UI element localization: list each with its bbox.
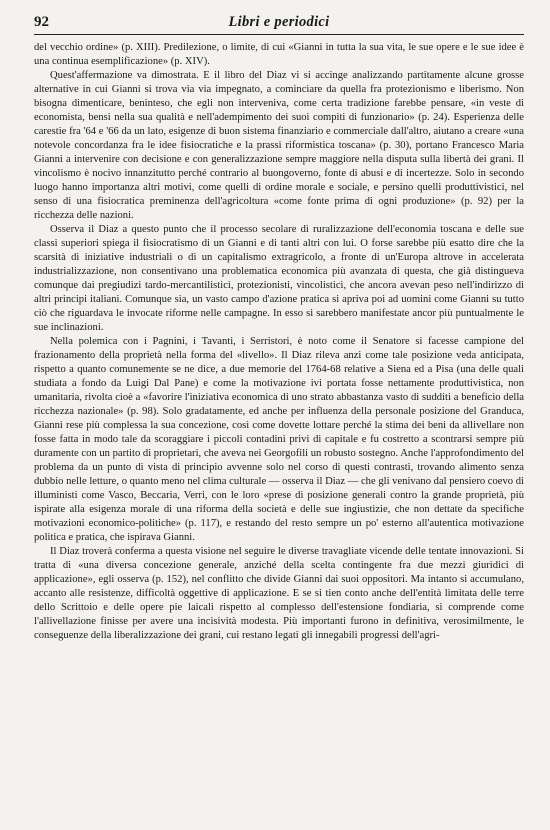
paragraph: del vecchio ordine» (p. XIII). Predilezione, o limite, di cui «Gianni in tutta la sua vita, le sue opere e le sue idee è una continua esemplificazione» (p. XIV). bbox=[34, 42, 524, 67]
paragraph: Il Diaz troverà conferma a questa visione nel seguire le diverse travagliate vicende delle tentate innovazioni. Si tratta di «una diversa concezione generale, anziché della scelta contingente fra due mezzi giuridici di applicazione», egli osserva (p. 152), nel conflitto che divide Gianni dai suoi oppositori. Ma intanto si accumulano, accanto alle resistenze, difficoltà oggettive di applicazione. E se si tien conto anche dell'entità limitata delle terre dello Scrittoio e delle opere pie laicali rispetto al complesso dell'estensione fondiaria, si comprende come l'allivellazione finisse per avere una incisività modesta. Più importanti furono in definitiva, verosimilmente, le conseguenze della liberalizzazione dei grani, cui restano legati gli innegabili progressi dell'agri- bbox=[34, 546, 524, 641]
body-text bbox=[34, 41, 524, 643]
paragraph: Quest'affermazione va dimostrata. E il libro del Diaz vi si accinge analizzando partitamente alcune grosse alternative in cui Gianni si trova via via impegnato, a cominciare da quella fra protezionismo e liberismo. Non bisogna dimenticare, beninteso, che egli non interveniva, come certa tradizione farebbe pensare, «in veste di economista, bensì nella sua qualità e nell'adempimento dei suoi compiti di funzionario» (p. 24). Esperienza delle carestie fra '64 e '66 da un lato, esigenze di buon sistema finanziario e commerciale dall'altro, aiutano a creare «una notevole concordanza fra le idee fisiocratiche e la prassi riformistica toscana» (p. 30), portano Francesco Maria Gianni a intervenire con decisione e con generalizzazione sempre maggiore nella disputa sulla libertà dei grani. Il vincolismo è nocivo innanzitutto perché contrario al buongoverno, fonte di abusi e di incertezze. Solo in secondo luogo hanno importanza altri motivi, come quelli di ordine morale e sociale, e persino quelli produttivistici, nel senso di una fisiocratica preminenza dell'agricoltura «come fonte prima di ogni produzione» (p. 92) per la ricchezza delle nazioni. bbox=[34, 70, 524, 221]
paragraph: Nella polemica con i Pagnini, i Tavanti, i Serristori, è noto come il Senatore si facesse campione del frazionamento della proprietà nella forma del «livello». Il Diaz rileva anzi come tale posizione veda anticipata, rispetto a quanto comunemente se ne dice, a due memorie del 1764-68 relative a Siena ed a Pisa (una delle quali studiata a fondo da Luigi Dal Pane) e come la motivazione ivi portata fosse nettamente produttivistica, non umanitaria, rivolta cioè a «favorire l'iniziativa economica di uno strato abbastanza vasto di sudditi a beneficio della ricchezza nazionale» (p. 98). Solo gradatamente, ed anche per influenza della personale posizione del Granduca, Gianni rese più complessa la sua concezione, così come dovette lottare perché la stima dei beni da allivellare non fosse fatta in modo tale da scoraggiare i piccoli contadini privi di capitale e fu costretto a scontrarsi sempre più duramente con un partito di proprietari, che aveva nei Georgofili un robusto sostegno. Anche l'approfondimento del problema da un punto di vista di principio avvenne solo nel corso di questi contrasti, trovando alimento senza dubbio nelle letture, o quanto meno nel clima culturale — osserva il Diaz — che gli venivano dal pensiero coevo di illuministi come Vasco, Beccaria, Verri, con le loro «prese di posizione generali contro la grande proprietà, più ispirate alla esigenza morale di una riforma della società e delle sue ingiustizie, che non dettate da specifiche motivazioni economico-politiche» (p. 117), e restando del resto sempre un po' esterno all'autentica motivazione politica e pratica, che ispirava Gianni. bbox=[34, 336, 524, 543]
page-number: 92 bbox=[34, 14, 49, 30]
header-rule bbox=[34, 34, 524, 35]
paragraph: Osserva il Diaz a questo punto che il processo secolare di ruralizzazione dell'economia toscana e delle sue classi superiori spiega il fisiocratismo di un Gianni e di tanti altri con lui. O forse sarebbe più esatto dire che la scarsità di iniziative industriali o di un capitalismo extragricolo, a fronte di un'Europa altrove in accelerata industrializzazione, non consentivano una problematica economica più avanzata di questa, che già distingueva comunque dai pregiudizi tardo-mercantilistici, protezionisti, vincolistici, che ancora avevan peso nell'indirizzo di altri principi italiani. Comunque sia, un vasto campo d'azione pratica si apriva poi ad uomini come Gianni su tutto ciò che riguardava le invocate riforme nelle campagne. In esso si sarebbero manifestate ancor più puntualmente le sue inclinazioni. bbox=[34, 224, 524, 333]
running-title: Libri e periodici bbox=[228, 14, 330, 30]
